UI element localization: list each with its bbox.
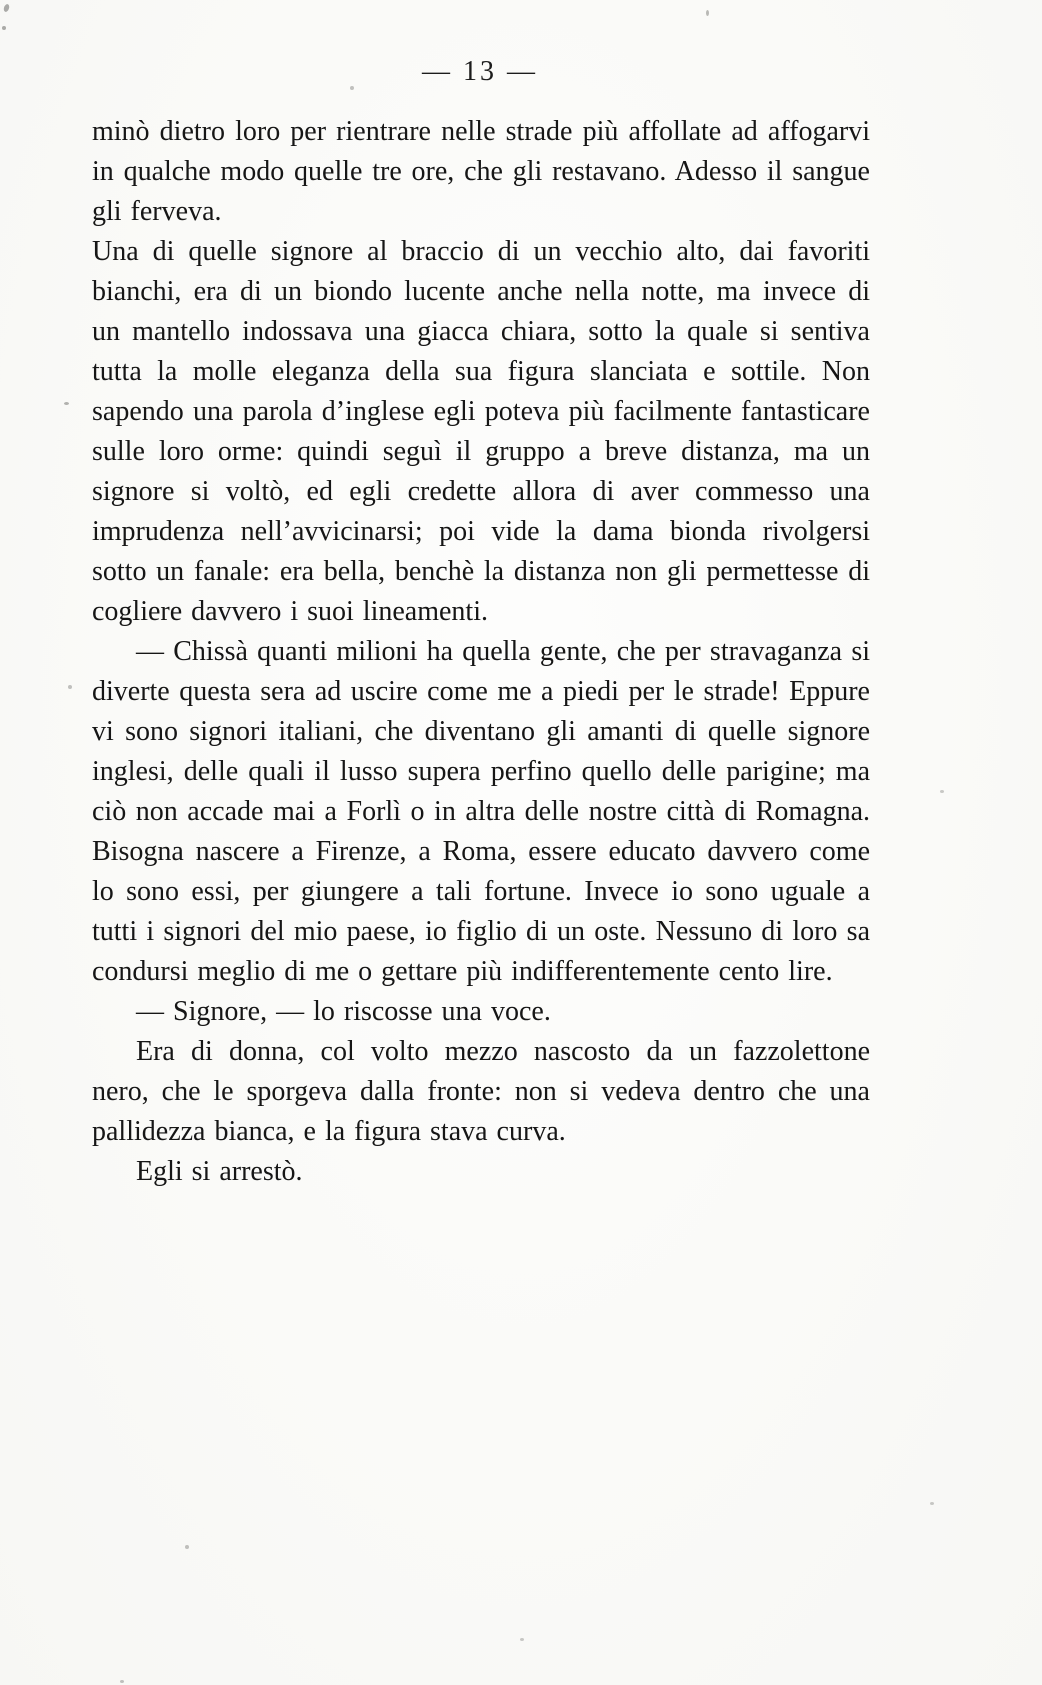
page-number: — 13 —	[422, 56, 538, 87]
paragraph: Egli si arrestò.	[136, 1156, 303, 1187]
paragraph: Una di quelle signore al braccio di un vecchio alto, dai favoriti bianchi, era di un biondo lucente anche nella notte, ma invece di un mantello indossava una giacca chiara, sotto la quale si sentiva tutta la molle eleganza della sua figura slanciata e sottile. Non sapendo una parola d’inglese egli poteva più facilmente fantasticare sulle loro orme: quindi seguì il gruppo a breve distanza, ma un signore si voltò, ed egli credette allora di aver commesso una imprudenza nell’avvicinarsi; poi vide la dama bionda rivolgersi sotto un fanale: era bella, benchè la distanza non gli permettesse di cogliere davvero i suoi lineamenti.	[92, 236, 870, 627]
scan-speck	[520, 1638, 524, 1641]
paragraph: — Chissà quanti milioni ha quella gente, che per stravaganza si diverte questa sera ad uscire come me a piedi per le strade! Eppure vi sono signori italiani, che diventano gli amanti di quelle signore inglesi, delle quali il lusso supera perfino quello delle parigine; ma ciò non accade mai a Forlì o in altra delle nostre città di Romagna. Bisogna nascere a Firenze, a Roma, essere educato davvero come lo sono essi, per giungere a tali fortune. Invece io sono uguale a tutti i signori del mio paese, io figlio di un oste. Nessuno di loro sa condursi meglio di me o gettare più indifferentemente cento lire.	[92, 636, 870, 987]
scan-speck	[706, 10, 709, 16]
scan-speck	[930, 1502, 934, 1505]
scan-speck	[120, 1680, 124, 1683]
scan-speck	[2, 26, 6, 30]
paragraph: Era di donna, col volto mezzo nascosto da un fazzolettone nero, che le sporgeva dalla fronte: non si vedeva dentro che una pallidezza bianca, e la figura stava curva.	[92, 1036, 870, 1147]
scan-speck	[3, 3, 10, 12]
scan-speck	[64, 402, 69, 405]
scan-speck	[350, 86, 354, 90]
text-block	[92, 112, 870, 1192]
paragraph: — Signore, — lo riscosse una voce.	[136, 996, 551, 1027]
scan-speck	[940, 790, 944, 793]
scan-speck	[185, 1545, 189, 1549]
paragraph: minò dietro loro per rientrare nelle strade più affollate ad affogarvi in qualche modo quelle tre ore, che gli restavano. Adesso il sangue gli ferveva.	[92, 116, 870, 227]
scan-speck	[68, 685, 72, 689]
